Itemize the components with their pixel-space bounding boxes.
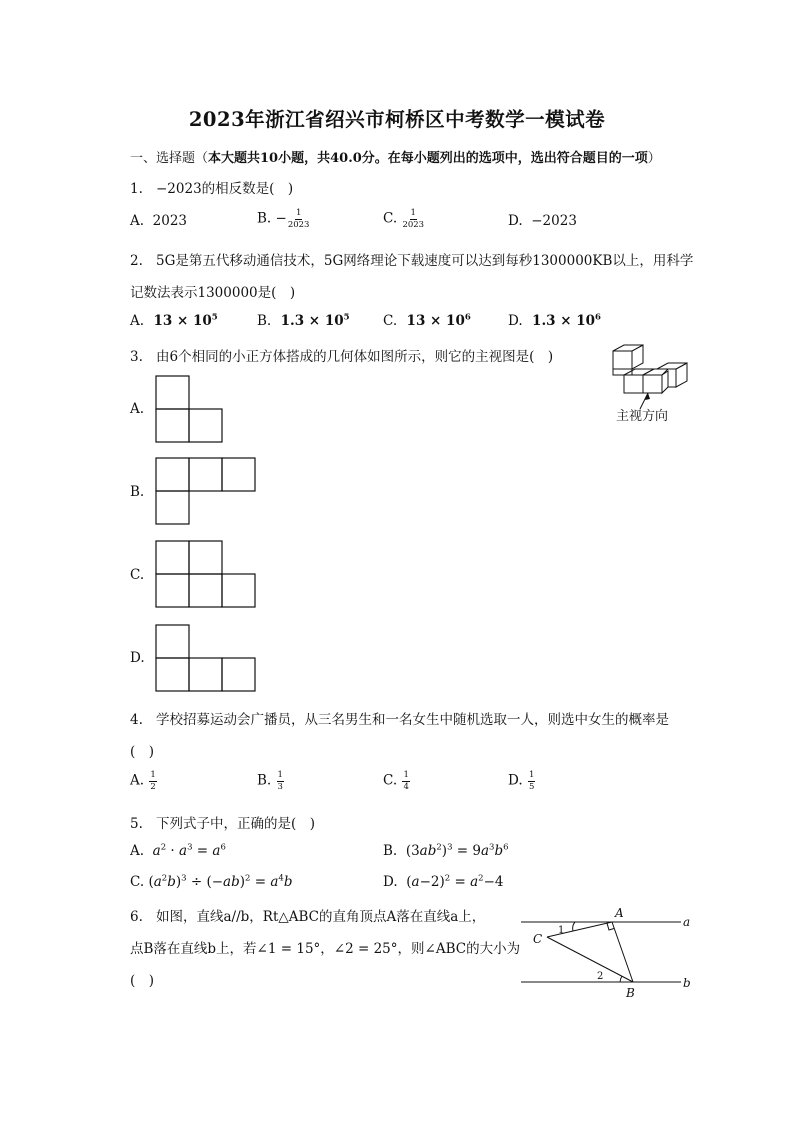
q2-option-b: B. $1.3 \times 10^5$	[257, 312, 350, 329]
question-number: 1.	[130, 181, 143, 197]
section-header	[130, 147, 661, 166]
question-3	[130, 345, 553, 365]
question-text: 下列式子中，正确的是( )	[156, 816, 316, 832]
q3-option-a-figure	[155, 375, 225, 443]
q5-option-d: D. $(a-2)^2 = a^2-4$	[383, 873, 504, 890]
fraction: $\frac{1}{2023}$	[287, 208, 310, 230]
q3-option-a-label: A.	[130, 401, 145, 417]
q1-option-b: B. − $\frac{1}{2023}$	[257, 208, 310, 230]
question-5	[130, 812, 315, 832]
question-number: 6.	[130, 909, 143, 925]
section-label: 一、选择题（	[130, 151, 209, 166]
question-text: −2023的相反数是( )	[156, 181, 294, 197]
q4-option-b: B. $\frac{1}{3}$	[257, 770, 283, 792]
section-instructions: 本大题共10小题，共40.0分。在每小题列出的选项中，选出符合题目的一项	[208, 151, 648, 166]
q4-option-d: D. $\frac{1}{5}$	[508, 770, 535, 792]
question-2	[130, 249, 693, 269]
q3-option-d-figure	[155, 624, 257, 692]
fraction: $\frac{1}{3}$	[277, 770, 283, 792]
q5-option-a: A. $a^2 \cdot a^3 = a^6$	[130, 842, 226, 859]
question-6-line-3: ( )	[130, 973, 155, 989]
fraction: $\frac{1}{5}$	[528, 770, 535, 792]
q5-option-c: C. $(a^2b)^3 \div (-ab)^2 = a^4b$	[130, 873, 293, 890]
q4-option-c: C. $\frac{1}{4}$	[383, 770, 409, 792]
q1-option-d: D. −2023	[508, 213, 577, 229]
q3-option-b-label: B.	[130, 484, 145, 500]
question-1	[130, 177, 293, 197]
question-text: 5G是第五代移动通信技术，5G网络理论下载速度可以达到每秒1300000KB以上，用科学	[156, 253, 694, 269]
q3-option-c-label: C.	[130, 567, 145, 583]
q3-option-d-label: D.	[130, 650, 145, 666]
figure-label: 主视方向	[616, 409, 669, 424]
q2-option-c: C. $13 \times 10^6$	[383, 312, 471, 329]
q4-option-a: A. $\frac{1}{2}$	[130, 770, 156, 792]
question-text: 由6个相同的小正方体搭成的几何体如图所示，则它的主视图是( )	[156, 349, 554, 365]
svg-text:2: 2	[597, 971, 604, 982]
svg-text:C: C	[533, 932, 543, 946]
question-number: 2.	[130, 253, 143, 269]
question-number: 5.	[130, 816, 143, 832]
q2-option-a: A. $13 \times 10^5$	[130, 312, 218, 329]
question-text: 如图，直线a//b，Rt△ABC的直角顶点A落在直线a上，	[156, 909, 486, 925]
question-number: 3.	[130, 349, 143, 365]
fraction: $\frac{1}{2023}$	[402, 208, 425, 230]
q1-option-a: A. 2023	[130, 213, 187, 229]
question-4	[130, 708, 669, 728]
svg-text:B: B	[626, 986, 635, 1000]
question-2-line-2: 记数法表示1300000是( )	[130, 285, 296, 301]
question-4-line-2: ( )	[130, 744, 155, 760]
question-number: 4.	[130, 712, 143, 728]
svg-text:a: a	[683, 915, 691, 929]
question-6-line-2: 点B落在直线b上，若∠1 = 15°，∠2 = 25°，则∠ABC的大小为	[130, 941, 521, 957]
q2-option-d: D. $1.3 \times 10^6$	[508, 312, 601, 329]
fraction: $\frac{1}{2}$	[150, 770, 156, 792]
section-close: ）	[647, 151, 661, 166]
svg-text:1: 1	[558, 925, 565, 936]
q6-geometry-figure	[515, 903, 695, 1003]
svg-text:b: b	[683, 976, 691, 990]
fraction: $\frac{1}{4}$	[403, 770, 409, 792]
svg-text:A: A	[615, 906, 624, 920]
q3-option-c-figure	[155, 540, 257, 608]
page-title: 2023年浙江省绍兴市柯桥区中考数学一模试卷	[188, 108, 606, 131]
question-text: 学校招募运动会广播员，从三名男生和一名女生中随机选取一人，则选中女生的概率是	[156, 712, 669, 728]
q3-option-b-figure	[155, 457, 257, 525]
q3-cube-figure	[612, 343, 696, 425]
q1-option-c: C. $\frac{1}{2023}$	[383, 208, 425, 230]
question-6	[130, 905, 485, 925]
q5-option-b: B. $(3ab^2)^3 = 9a^3b^6$	[383, 842, 509, 859]
